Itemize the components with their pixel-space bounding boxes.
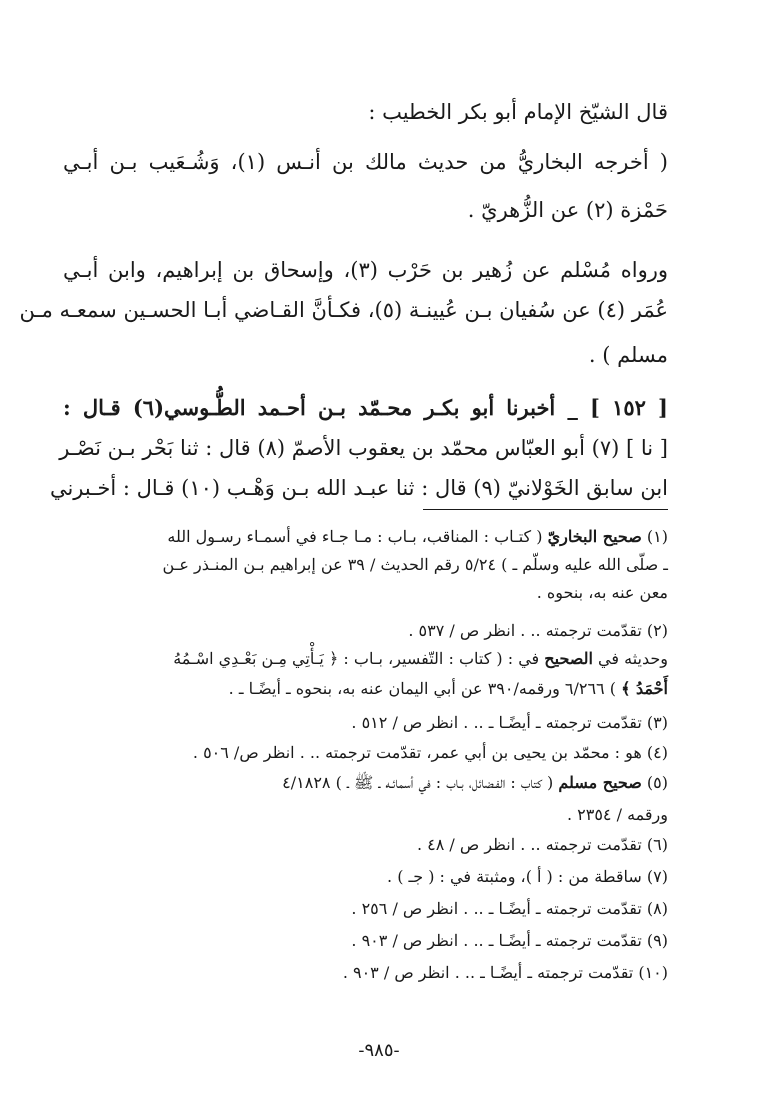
- footnote-line: (١٠) تقدّمت ترجمته ـ أيضًـا ـ .. . انظر ص / ٩٠٣ .: [342, 963, 668, 982]
- footnote-line: (٢) تقدّمت ترجمته .. . انظر ص / ٥٣٧ .: [408, 621, 668, 640]
- text-line-6: مسلم ) .: [588, 343, 668, 367]
- text-line-2: ( أخرجه البخاريُّ من حديث مالك بن أنـس (١)، وَشُـعَيب بـن أبـي: [63, 150, 668, 174]
- footnote-line: وحديثه في الصحيح في : ( كتاب : التّفسير، بـاب : ﴿ يَـأْتِي مِـن بَعْـدِي اسْـمُهُ: [173, 649, 668, 668]
- footnote-line: ـ صلّى الله عليه وسلّم ـ ) ٥/٢٤ رقم الحديث / ٣٩ عن إبراهيم بـن المنـذر عـن: [162, 555, 668, 574]
- footnote-line: (٤) هو : محمّد بن يحيى بن أبي عمر، تقدّمت ترجمته .. . انظر ص/ ٥٠٦ .: [192, 743, 668, 762]
- footnote-separator: [423, 509, 668, 510]
- text-line-9: ابن سابق الخَوْلانيّ (٩) قال : ثنا عبـد الله بـن وَهْـب (١٠) قـال : أخـبرني: [49, 476, 668, 500]
- text-line-8: [ نا ] (٧) أبو العبّاس محمّد بن يعقوب الأصمّ (٨) قال : ثنا بَحْر بـن نَصْـر: [59, 436, 668, 460]
- page-number: -٩٨٥-: [358, 1040, 400, 1061]
- text-line-3: حَمْزة (٢) عن الزُّهريّ .: [467, 198, 668, 222]
- text-line-4: ورواه مُسْلم عن زُهير بن حَرْب (٣)، وإسحاق بن إبراهيم، وابن أبـي: [63, 258, 668, 282]
- footnote-line: (٧) ساقطة من : ( أ )، ومثبتة في : ( جـ ) .: [387, 867, 668, 886]
- text-line-1: قال الشيّخ الإمام أبو بكر الخطيب :: [368, 100, 668, 124]
- footnote-line: (٦) تقدّمت ترجمته .. . انظر ص / ٤٨ .: [416, 835, 668, 854]
- footnote-line: (٨) تقدّمت ترجمته ـ أيضًـا ـ .. . انظر ص / ٢٥٦ .: [351, 899, 668, 918]
- footnote-line: (٥) صحيح مسلم ( كتاب : الفـضائل، بـاب : في أسمائـه ـ ﷺ ـ ) ٤/١٨٢٨: [282, 773, 668, 792]
- footnote-line: (٣) تقدّمت ترجمته ـ أيضًـا ـ .. . انظر ص / ٥١٢ .: [351, 713, 668, 732]
- footnote-line: (١) صحيح البخاريّ ( كتـاب : المناقب، بـاب : مـا جـاء في أسمـاء رسـول الله: [167, 527, 668, 546]
- footnote-line: معن عنه به، بنحوه .: [536, 583, 668, 602]
- text-line-5: عُمَر (٤) عن سُفيان بـن عُيينـة (٥)، فكـأنَّ القـاضي أبـا الحسـين سمعـه مـن: [19, 298, 668, 322]
- footnote-line: (٩) تقدّمت ترجمته ـ أيضًـا ـ .. . انظر ص / ٩٠٣ .: [351, 931, 668, 950]
- hadith-152-heading: [ ١٥٢ ] _ أخبرنا أبو بكـر محـمّد بـن أحـمد الطُّـوسي(٦) قـال :: [63, 395, 668, 420]
- footnote-line: أَحْمَدُ ﴾ ) ٦/٢٦٦ ورقمه/٣٩٠ عن أبي اليمان عنه به، بنحوه ـ أيضًـا ـ .: [228, 679, 668, 698]
- footnote-line: ورقمه / ٢٣٥٤ .: [566, 805, 668, 824]
